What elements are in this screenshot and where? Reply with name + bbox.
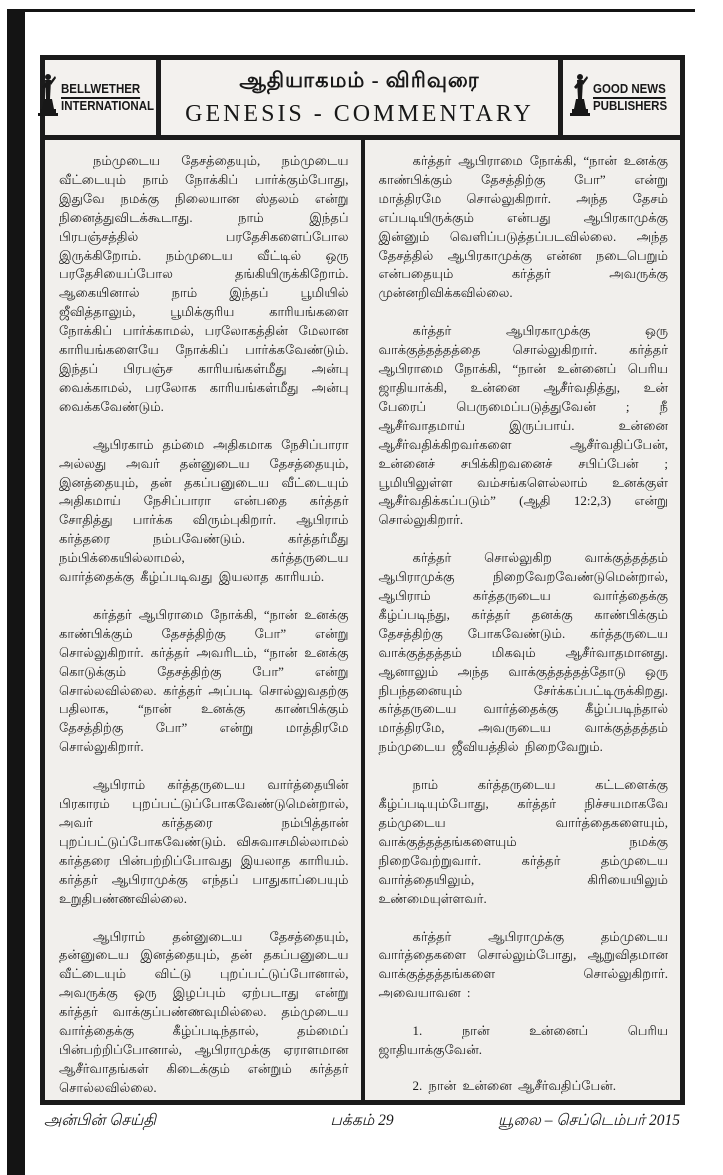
paragraph: நாம் கர்த்தருடைய கட்டளைக்கு கீழ்ப்படியும்போது, கர்த்தர் நிச்சயமாகவே தம்முடைய வார்த்தைகளையும், வாக்குத்தத்தங்களையும் நமக்கு நிறைவேற்றுவார். கர்த்தர் தம்முடைய வார்த்தையிலும், கிரியையிலும் உண்மையுள்ளவர். — [378, 777, 668, 906]
goodnews-logo — [558, 60, 680, 135]
left-column — [45, 140, 365, 1100]
paragraph: நம்முடைய தேசத்தையும், நம்முடைய வீட்டையும் நாம் நோக்கிப் பார்க்கும்போது, இதுவே நமக்கு நிலையான ஸ்தலம் என்று நினைத்துவிடக்கூடாது. நாம் இந்தப் பிரபஞ்சத்தில் பரதேசிகளைப்போல இருக்கிறோம். நம்முடைய வீட்டில் ஒரு பரதேசியைப்போல தங்கியிருக்கிறோம். ஆகையினால் நாம் இந்தப் பூமியில் ஜீவித்தாலும், பூமிக்குரிய காரியங்களை நோக்கிப் பார்க்காமல், பரலோகத்தின் மேலான காரியங்களையே நோக்கிப் பார்க்கவேண்டும். இந்தப் பிரபஞ்ச காரியங்கள்மீது அன்பு வைக்காமல், பரலோக காரியங்கள்மீது அன்பு வைக்கவேண்டும். — [59, 153, 349, 414]
promise-list-item: 1. நான் உன்னைப் பெரிய ஜாதியாக்குவேன். — [378, 1023, 668, 1058]
paragraph: ஆபிராம் கர்த்தருடைய வார்த்தையின் பிரகாரம் புறப்பட்டுப்போகவேண்டுமென்றால், அவர் கர்த்தரை நம்பித்தான் புறப்பட்டுப்போகவேண்டும். விசுவாசமில்லாமல் கர்த்தரை பின்பற்றிப்போவது இயலாத காரியம். கர்த்தர் ஆபிராமுக்கு எந்தப் பாதுகாப்பையும் உறுதிபண்ணவில்லை. — [59, 777, 349, 906]
promise-list-item: 2. நான் உன்னை ஆசீர்வதிப்பேன். — [412, 1077, 617, 1093]
paragraph: கர்த்தர் ஆபிரகாமுக்கு ஒரு வாக்குத்தத்தத்தை சொல்லுகிறார். கர்த்தர் ஆபிராமை நோக்கி, “நான் உன்னைப் பெரிய ஜாதியாக்கி, உன்னை ஆசீர்வதித்து, உன் பேரைப் பெருமைப்படுத்துவேன் ; நீ ஆசீர்வாதமாய் இருப்பாய். உன்னை ஆசீர்வதிக்கிறவர்களை ஆசீர்வதிப்பேன், உன்னைச் சபிக்கிறவனைச் சபிப்பேன் ; பூமியிலுள்ள வம்சங்களெல்லாம் உனக்குள் ஆசீர்வதிக்கப்படும்” (ஆதி 12:2,3) என்று சொல்லுகிறார். — [378, 323, 668, 528]
tamil-title: ஆதியாகமம் - விரிவுரை — [239, 68, 480, 92]
scan-edge-top — [7, 9, 695, 12]
statue-figure-icon — [38, 73, 58, 122]
scan-edge-left — [7, 9, 25, 1175]
page-footer — [44, 1112, 680, 1131]
bellwether-logo-line2: INTERNATIONAL — [61, 99, 155, 113]
paragraph: கர்த்தர் சொல்லுகிற வாக்குத்தத்தம் ஆபிராமுக்கு நிறைவேறவேண்டுமென்றால், ஆபிராம் கர்த்தருடைய வார்த்தைக்கு கீழ்ப்படிந்து, கர்த்தர் தனக்கு காண்பிக்கும் தேசத்திற்கு போகவேண்டும். கர்த்தருடைய வாக்குத்தத்தம் மிகவும் ஆசீர்வாதமானது. ஆனாலும் அந்த வாக்குத்தத்தத்தோடு ஒரு நிபந்தனையும் சேர்க்கப்பட்டிருக்கிறது. கர்த்தருடைய வார்த்தைக்கு கீழ்ப்படிந்தால் மாத்திரமே, அவருடைய வாக்குத்தத்தம் நம்முடைய ஜீவியத்தில் நிறைவேறும். — [378, 550, 668, 755]
bellwether-logo-line1: BELLWETHER — [61, 82, 140, 99]
paragraph: கர்த்தர் ஆபிராமை நோக்கி, “நான் உனக்கு காண்பிக்கும் தேசத்திற்கு போ” என்று சொல்லுகிறார். கர்த்தர் அவரிடம், “நான் உனக்கு கொடுக்கும் தேசத்திற்கு போ” என்று சொல்லவில்லை. கர்த்தர் அப்படி சொல்லுவதற்கு பதிலாக, “நான் உனக்கு காண்பிக்கும் தேசத்திற்கு போ” என்று மாத்திரமே சொல்லுகிறார். — [59, 606, 349, 755]
page-header — [45, 60, 680, 140]
english-title: GENESIS - COMMENTARY — [185, 101, 534, 127]
footer-page-number: பக்கம் 29 — [330, 1112, 394, 1129]
goodnews-logo-line1: GOOD NEWS — [593, 82, 666, 99]
paragraph: ஆபிரகாம் தம்மை அதிகமாக நேசிப்பாரா அல்லது அவர் தன்னுடைய தேசத்தையும், இனத்தையும், தன் தகப்பனுடைய வீட்டையும் அதிகமாய் நேசிப்பாரா என்பதை கர்த்தர் சோதித்து பார்க்க விரும்புகிறார். ஆபிராம் கர்த்தரை நம்பவேண்டும். கர்த்தர்மீது நம்பிக்கையில்லாமல், கர்த்தருடைய வார்த்தைக்கு கீழ்ப்படிவது இயலாத காரியம். — [59, 436, 349, 585]
bellwether-logo-text — [61, 82, 154, 113]
paragraph: ஆபிராம் தன்னுடைய தேசத்தையும், தன்னுடைய இனத்தையும், தன் தகப்பனுடைய வீட்டையும் விட்டு புறப்பட்டுப்போனால், அவருக்கு ஒரு இழப்பும் ஏற்படாது என்று கர்த்தர் வாக்குப்பண்ணவுமில்லை. தம்முடைய வார்த்தைக்கு கீழ்ப்படிந்தால், தம்மைப் பின்பற்றிப்போனால், ஆபிராமுக்கு ஏராளமான ஆசீர்வாதங்கள் கிடைக்கும் என்றும் கர்த்தர் சொல்லவில்லை. — [59, 928, 349, 1095]
article-body — [45, 140, 680, 1095]
right-column — [365, 140, 681, 1100]
goodnews-logo-line2: PUBLISHERS — [592, 99, 667, 113]
page-frame — [40, 55, 685, 1105]
title-block — [161, 60, 558, 135]
goodnews-logo-text — [593, 82, 667, 113]
footer-publication-name: அன்பின் செய்தி — [44, 1112, 156, 1129]
paragraph: கர்த்தர் ஆபிராமை நோக்கி, “நான் உனக்கு காண்பிக்கும் தேசத்திற்கு போ” என்று மாத்திரமே சொல்லுகிறார். அந்த தேசம் எப்படியிருக்கும் என்பது ஆபிரகாமுக்கு இன்னும் வெளிப்படுத்தப்படவில்லை. அந்த தேசத்தில் ஆபிரகாமுக்கு என்ன நடைபெறும் என்பதையும் கர்த்தர் அவருக்கு முன்னறிவிக்கவில்லை. — [378, 153, 668, 301]
bellwether-logo — [45, 60, 161, 135]
footer-issue-date: யூலை – செப்டெம்பர் 2015 — [498, 1112, 680, 1129]
paragraph: கர்த்தர் ஆபிராமுக்கு தம்முடைய வார்த்தைகளை சொல்லும்போது, ஆறுவிதமான வாக்குத்தத்தங்களை சொல்லுகிறார். அவையாவன : — [378, 928, 668, 1001]
statue-figure-icon — [570, 73, 590, 122]
